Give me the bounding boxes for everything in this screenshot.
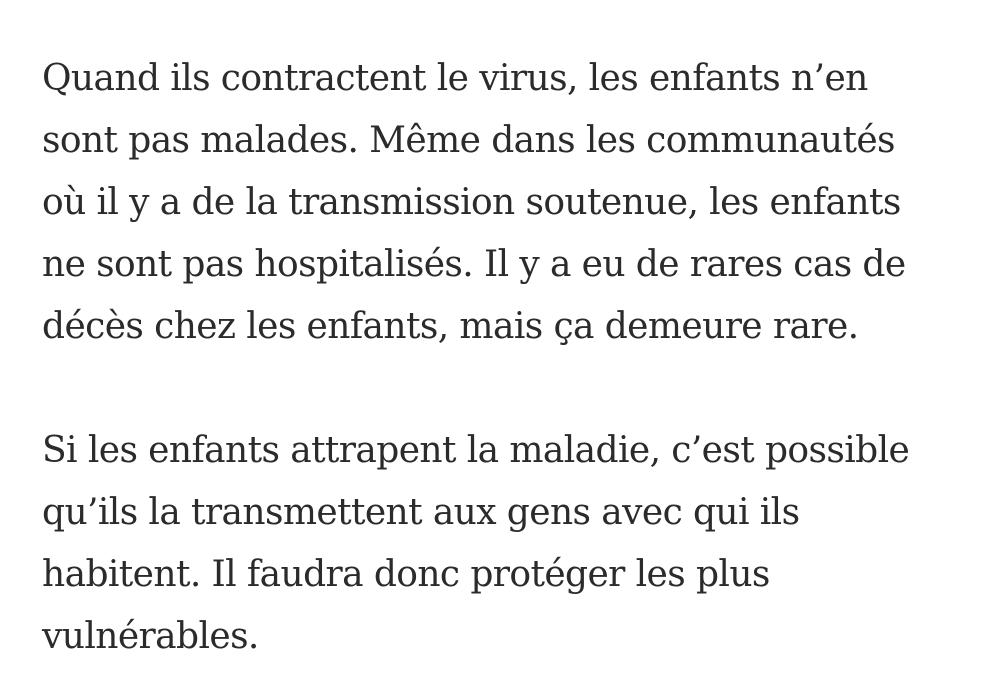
paragraph-line: Quand ils contractent le virus, les enfants n’en [42,58,868,99]
paragraph-line: vulnérables. [42,616,259,657]
paragraph-line: décès chez les enfants, mais ça demeure rare. [42,306,859,347]
paragraph-line: qu’ils la transmettent aux gens avec qui ils [42,492,800,533]
article-body [42,48,982,668]
paragraph-spacer [42,358,982,420]
paragraph-line: Si les enfants attrapent la maladie, c’est possible [42,430,910,471]
paragraph-line: ne sont pas hospitalisés. Il y a eu de rares cas de [42,244,906,285]
paragraph-line: habitent. Il faudra donc protéger les plus [42,554,770,595]
paragraph-line: où il y a de la transmission soutenue, les enfants [42,182,901,223]
paragraph-line: sont pas malades. Même dans les communautés [42,120,895,161]
paragraph-2 [42,420,982,668]
paragraph-1 [42,48,982,358]
